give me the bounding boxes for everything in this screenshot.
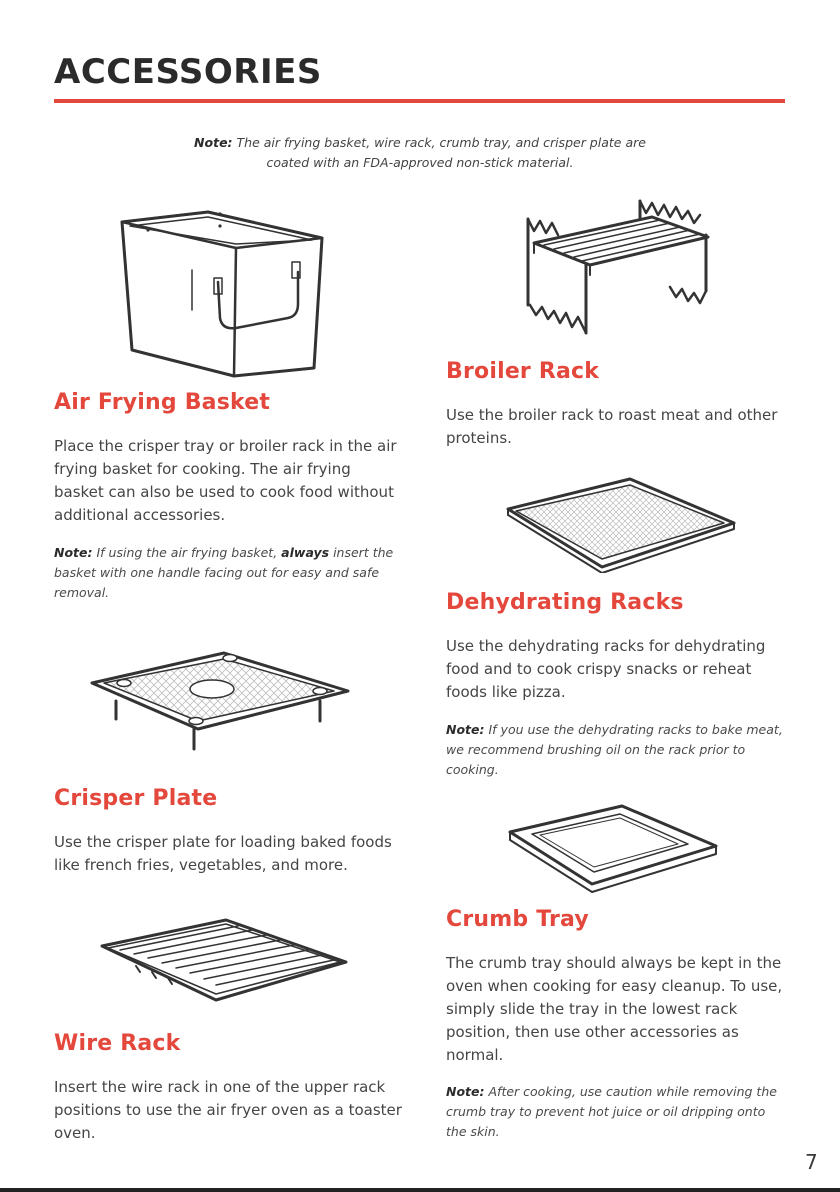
section-title-crumb-tray: Crumb Tray [446,907,589,932]
dehydrating-racks-illustration [502,473,738,573]
wire-rack-illustration [96,912,352,1012]
note-text: If you use the dehydrating racks to bake meat, we recommend brushing oil on the rack prior to cooking. [446,722,783,777]
section-title-broiler-rack: Broiler Rack [446,359,600,384]
section-title-wire-rack: Wire Rack [54,1031,181,1056]
crisper-plate-illustration [86,645,356,765]
section-title-air-frying-basket: Air Frying Basket [54,390,271,415]
crumb-tray-note [446,1082,781,1142]
crisper-plate-body: Use the crisper plate for loading baked foods like french fries, vegetables, and more. [54,833,392,874]
note-emphasis: always [281,545,330,560]
page-number: 7 [805,1150,818,1174]
top-note-text: The air frying basket, wire rack, crumb tray, and crisper plate are coated with an FDA-approved non-stick material. [236,135,646,170]
wire-rack-body: Insert the wire rack in one of the upper rack positions to use the air fryer oven as a toaster oven. [54,1078,402,1142]
section-title-crisper-plate: Crisper Plate [54,786,218,811]
note-label: Note: [54,545,93,560]
dehydrating-racks-body: Use the dehydrating racks for dehydrating food and to cook crispy snacks or reheat foods like pizza. [446,637,766,701]
title-divider [54,99,785,103]
top-note [180,133,660,173]
air-frying-basket-illustration [110,200,330,380]
top-note-label: Note: [194,135,233,150]
note-text-before: If using the air frying basket, [96,545,278,560]
section-title-dehydrating-racks: Dehydrating Racks [446,590,684,615]
broiler-rack-illustration [520,195,720,345]
crumb-tray-body: The crumb tray should always be kept in the oven when cooking for easy cleanup. To use, simply slide the tray in the lowest rack position, then use other accessories as normal. [446,954,783,1064]
dehydrating-racks-note [446,720,791,780]
page-title: ACCESSORIES [54,52,322,92]
note-label: Note: [446,722,485,737]
air-frying-basket-note [54,543,404,603]
broiler-rack-body: Use the broiler rack to roast meat and other proteins. [446,406,778,447]
note-text: After cooking, use caution while removing the crumb tray to prevent hot juice or oil dripping onto the skin. [446,1084,777,1139]
crumb-tray-illustration [504,800,720,895]
note-label: Note: [446,1084,485,1099]
note-text-after: insert the basket with one handle facing out for easy and safe removal. [54,545,394,600]
bottom-divider [0,1188,840,1192]
air-frying-basket-body: Place the crisper tray or broiler rack in the air frying basket for cooking. The air frying basket can also be used to cook food without additional accessories. [54,437,397,524]
